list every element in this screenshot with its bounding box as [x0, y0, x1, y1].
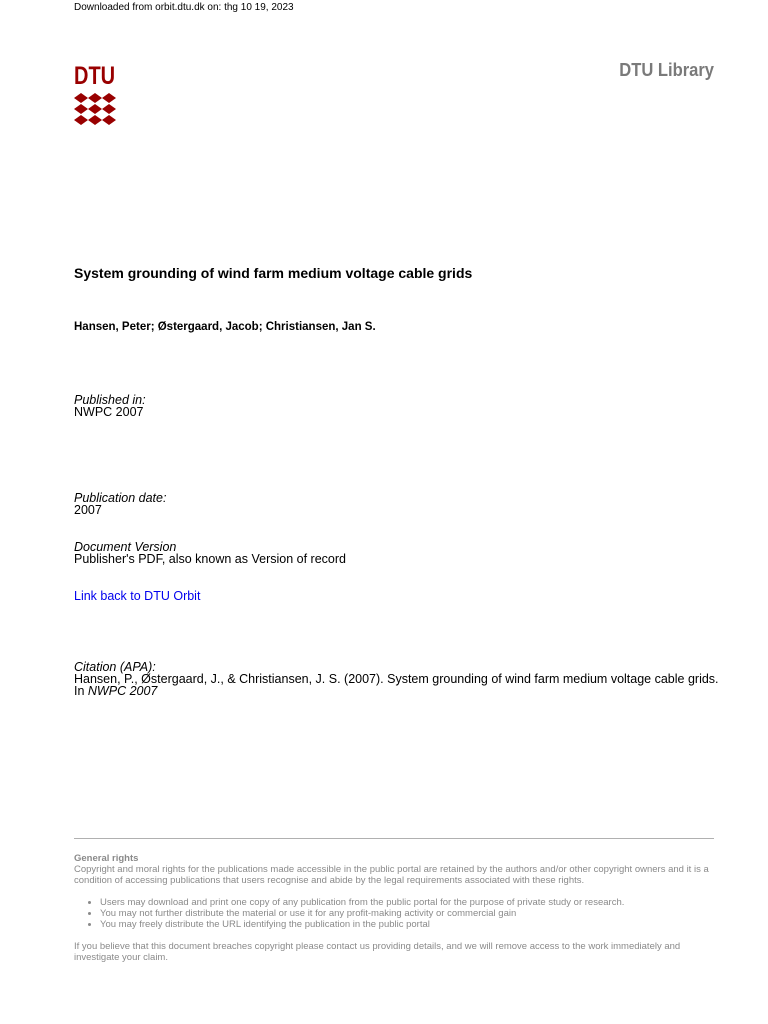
publication-date-value: 2007 — [74, 503, 102, 517]
document-version-section — [74, 541, 724, 565]
dtu-logo — [74, 64, 120, 128]
published-in-label: Published in: — [74, 393, 146, 407]
paper-authors: Hansen, Peter; Østergaard, Jacob; Christiansen, Jan S. — [74, 321, 376, 333]
rights-list — [74, 897, 724, 930]
dtu-orbit-link[interactable]: Link back to DTU Orbit — [74, 589, 201, 603]
rights-bullet: • You may freely distribute the URL identifying the publication in the public portal — [100, 919, 724, 930]
rights-bullet: • You may not further distribute the material or use it for any profit-making activity or commercial gain — [100, 908, 724, 919]
citation-text — [74, 673, 724, 697]
logo-emblem-icon — [74, 92, 120, 132]
document-version-label: Document Version — [74, 540, 177, 554]
rights-heading: General rights — [74, 853, 139, 864]
rights-closing: If you believe that this document breaches copyright please contact us providing details, and we will remove access to the work immediately and investigate your claim. — [74, 941, 681, 963]
citation-venue: NWPC 2007 — [87, 684, 158, 698]
divider — [74, 838, 714, 839]
dtu-library-label: DTU Library — [619, 60, 714, 80]
paper-title: System grounding of wind farm medium voltage cable grids — [74, 265, 473, 281]
citation-label: Citation (APA): — [74, 660, 156, 674]
publication-date-section — [74, 492, 724, 516]
published-in-section — [74, 394, 724, 418]
general-rights — [74, 853, 724, 963]
citation-section — [74, 661, 724, 697]
document-version-value: Publisher's PDF, also known as Version of record — [74, 552, 346, 566]
published-in-value: NWPC 2007 — [74, 405, 144, 419]
logo-text: DTU — [74, 62, 116, 90]
citation-body: Hansen, P., Østergaard, J., & Christiansen, J. S. (2007). System grounding of wind farm medium voltage cable grids. In — [74, 672, 719, 698]
publication-date-label: Publication date: — [74, 491, 167, 505]
rights-bullet: • Users may download and print one copy of any publication from the public portal for the purpose of private study or research. — [100, 897, 724, 908]
rights-intro: Copyright and moral rights for the publications made accessible in the public portal are retained by the authors and/or other copyright owners and it is a condition of accessing publications that users recognise and abide by the legal requirements associated with these rights. — [74, 864, 709, 886]
download-note: Downloaded from orbit.dtu.dk on: thg 10 19, 2023 — [74, 2, 294, 13]
